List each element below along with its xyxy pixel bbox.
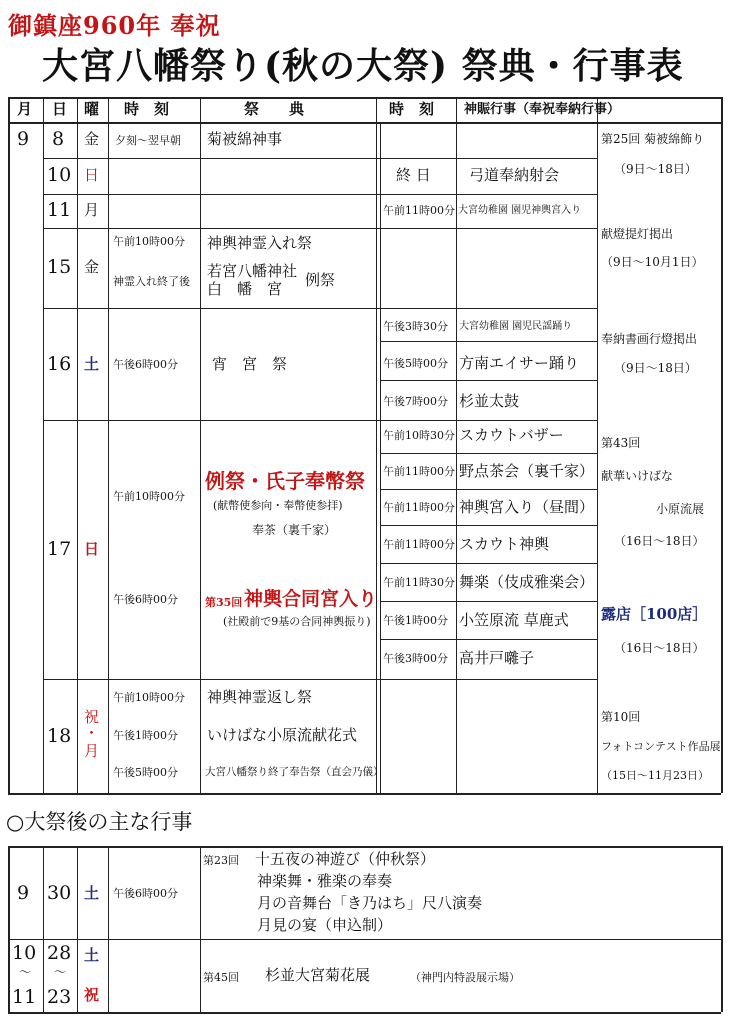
dow-15: 金	[84, 258, 100, 276]
event-8: 菊被綿神事	[207, 130, 283, 148]
sub-name-17-6: 高井戸囃子	[459, 649, 535, 667]
day-17: 17	[47, 538, 72, 560]
sub-time-17-5: 午後1時00分	[383, 614, 448, 627]
page-title: 大宮八幡祭り(秋の大祭) 祭典・行事表	[42, 45, 684, 87]
time-8: 夕刻〜翌早朝	[115, 134, 181, 147]
side-2b: （9日〜10月1日）	[601, 255, 704, 269]
side-5b: （16日〜18日）	[614, 641, 705, 655]
time-15b: 神霊入れ終了後	[113, 275, 190, 288]
after-r1-line3: 月の音舞台「き乃はち」尺八演奏	[257, 894, 483, 912]
event-15b-1: 若宮八幡神社	[207, 262, 298, 280]
sub-name-17-2: 神輿宮入り（昼間）	[459, 498, 595, 516]
col-weekday: 曜	[84, 100, 100, 118]
time-17b: 午後6時00分	[113, 593, 178, 606]
after-r2-d1: 28	[47, 942, 72, 964]
col-day: 日	[52, 100, 68, 118]
side-3b: （9日〜18日）	[614, 361, 697, 375]
side-4c: 小原流展	[656, 502, 705, 516]
dow-18-3: 月	[84, 742, 100, 760]
day-18: 18	[47, 725, 72, 747]
event-17b: 神輿合同宮入り	[244, 588, 378, 610]
sub-11: 大宮幼稚園 園児神輿宮入り	[458, 205, 582, 216]
side-6a: 第10回	[601, 710, 641, 724]
after-r1-day: 30	[47, 882, 72, 904]
event-17a-note1: (献幣使参向・奉幣使参拝)	[213, 499, 343, 512]
time-17a: 午前10時00分	[113, 490, 185, 503]
time-18-2: 午後5時00分	[113, 766, 178, 779]
sub-name-17-4: 舞楽（伎成雅楽会）	[459, 573, 595, 591]
side-4d: （16日〜18日）	[614, 534, 705, 548]
col-time: 時 刻	[124, 100, 170, 118]
sub-time-17-0: 午前10時30分	[383, 429, 455, 442]
sub-name-17-1: 野点茶会（裏千家）	[459, 462, 595, 480]
after-r2-d2: 〜	[54, 965, 67, 979]
sub-time-17-4: 午前11時30分	[383, 576, 455, 589]
sub-name-16-0: 大宮幼稚園 園児民謡踊り	[459, 321, 573, 332]
side-1b: （9日〜18日）	[614, 162, 697, 176]
after-heading: ○大祭後の主な行事	[6, 810, 193, 834]
day-16: 16	[47, 353, 72, 375]
after-r1-month: 9	[17, 882, 30, 904]
event-17a-note2: 奉茶（裏千家）	[252, 523, 337, 537]
side-1a: 第25回 菊被綿飾り	[601, 132, 705, 146]
after-r1-line2: 神楽舞・雅楽の奉奏	[257, 872, 393, 890]
dow-8: 金	[84, 130, 100, 148]
time-15a: 午前10時00分	[113, 235, 185, 248]
sub-name-16-1: 方南エイサー踊り	[459, 354, 580, 372]
after-r2-dow1: 土	[84, 946, 100, 964]
after-r1-dow: 土	[84, 884, 100, 902]
after-r2-d3: 23	[47, 986, 72, 1008]
side-3a: 奉納書画行燈掲出	[601, 332, 698, 346]
after-r2-dow2: 祝	[84, 986, 100, 1004]
event-17b-note: (社殿前で9基の合同神輿振り)	[223, 615, 371, 628]
event-18-1: いけばな小原流献花式	[207, 726, 358, 744]
after-r2-m1: 10	[12, 942, 37, 964]
sub-name-16-2: 杉並太鼓	[459, 392, 520, 410]
after-r1-line1: 十五夜の神遊び（仲秋祭）	[255, 850, 436, 868]
time-18-0: 午前10時00分	[113, 691, 185, 704]
dow-17: 日	[84, 540, 100, 558]
after-r1-line4: 月見の宴（申込制）	[257, 916, 393, 934]
sub-time-16-0: 午後3時30分	[383, 320, 448, 333]
dow-10: 日	[84, 166, 100, 184]
side-4b: 献華いけばな	[601, 469, 674, 483]
time2-11: 午前11時00分	[383, 204, 455, 217]
side-5a: 露店［100店］	[601, 605, 708, 623]
side-6c: （15日〜11月23日）	[601, 769, 709, 782]
sub-time-17-1: 午前11時00分	[383, 465, 455, 478]
day-10: 10	[47, 164, 72, 186]
sub-name-17-5: 小笠原流 草鹿式	[459, 611, 569, 629]
after-r1-time: 午後6時00分	[113, 887, 178, 900]
sub-time-16-1: 午後5時00分	[383, 357, 448, 370]
day-15: 15	[47, 256, 72, 278]
event-16: 宵 宮 祭	[212, 355, 288, 373]
dow-16: 土	[84, 355, 100, 373]
sub-time-16-2: 午後7時00分	[383, 395, 448, 408]
after-r2-m3: 11	[12, 986, 37, 1008]
anniversary-title: 御鎮座960年 奉祝	[8, 11, 221, 40]
dow-11: 月	[84, 201, 100, 219]
time-16: 午後6時00分	[113, 358, 178, 371]
event-15a: 神輿神霊入れ祭	[207, 234, 313, 252]
sub-time-17-6: 午後3時00分	[383, 652, 448, 665]
event-17b-prefix: 第35回	[205, 596, 243, 609]
after-r2-prefix: 第45回	[203, 971, 239, 984]
side-4a: 第43回	[601, 436, 641, 450]
event-15b-2: 白 幡 宮	[207, 280, 283, 298]
side-6b: フォトコンテスト作品展	[601, 740, 721, 753]
event-18-2: 大宮八幡祭り終了奉告祭（直会乃儀）	[205, 766, 384, 778]
after-r1-prefix: 第23回	[203, 854, 239, 867]
sub-name-17-3: スカウト神輿	[459, 535, 550, 553]
time-18-1: 午後1時00分	[113, 729, 178, 742]
sub-10: 弓道奉納射会	[469, 166, 560, 184]
month-cell: 9	[17, 128, 30, 150]
sub-time-17-2: 午前11時00分	[383, 501, 455, 514]
after-r2-note: （神門内特設展示場）	[410, 971, 520, 984]
day-11: 11	[47, 199, 72, 221]
event-15b-3: 例祭	[305, 271, 336, 289]
side-2a: 献燈提灯掲出	[601, 227, 674, 241]
event-17a: 例祭・氏子奉幣祭	[205, 469, 365, 493]
col-events: 神賑行事（奉祝奉納行事）	[464, 102, 621, 117]
col-ceremony: 祭 典	[244, 100, 305, 118]
after-r2-m2: 〜	[19, 965, 32, 979]
day-8: 8	[52, 128, 65, 150]
col-month: 月	[17, 100, 33, 118]
event-18-0: 神輿神霊返し祭	[207, 688, 313, 706]
time2-10: 終 日	[396, 166, 431, 184]
after-r2-title: 杉並大宮菊花展	[265, 966, 371, 984]
dow-18-1: 祝	[84, 708, 100, 726]
col-time2: 時 刻	[389, 100, 435, 118]
sub-time-17-3: 午前11時00分	[383, 538, 455, 551]
dow-18-2: ・	[84, 724, 100, 742]
sub-name-17-0: スカウトバザー	[459, 426, 564, 444]
